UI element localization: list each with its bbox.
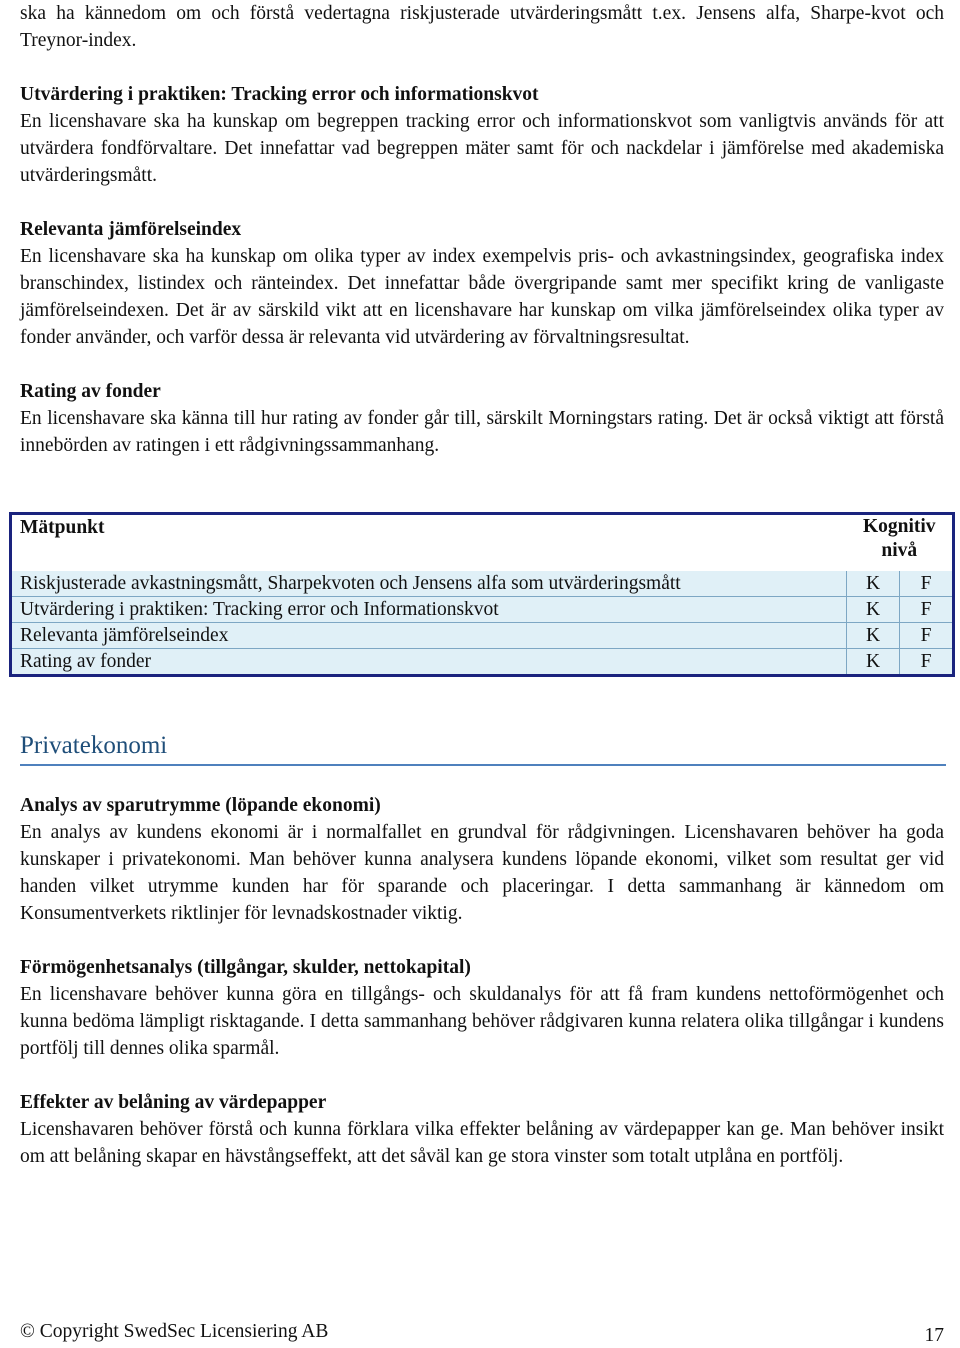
heading-sparutrymme: Analys av sparutrymme (löpande ekonomi) [20,795,381,816]
heading-rating: Rating av fonder [20,381,161,402]
intro-paragraph: ska ha kännedom om och förstå vedertagna riskjusterade utvärderingsmått t.ex. Jensens alfa, Sharpe-kvot och Treynor-index. [20,3,944,51]
heading-tracking-error: Utvärdering i praktiken: Tracking error och informationskvot [20,84,539,105]
paragraph-rating: En licenshavare ska känna till hur rating av fonder går till, särskilt Morningstars rating. Det är också viktigt att förstå innebörden av ratingen i ett rådgivningssammanhang. [20,408,944,456]
level-f: F [900,597,954,623]
kognitiv-label: Kognitiv [862,516,936,537]
table-header-row [11,514,954,572]
table-row [11,623,954,649]
heading-formogenhetsanalys: Förmögenhetsanalys (tillgångar, skulder, nettokapital) [20,957,471,978]
matpunkt-table [9,512,955,677]
paragraph-sparutrymme: En analys av kundens ekonomi är i normalfallet en grundval för rådgivningen. Licenshavaren behöver ha goda kunskaper i privatekonomi. Man behöver kunna analysera kundens löpande ekonomi, vilket som resultat ger vid handen vilket utrymme kunden har för sparande och placeringar. I detta sammanhang är kännedom om Konsumentverkets riktlinjer för levnadskostnader viktig. [20,822,944,924]
row-label: Relevanta jämförelseindex [11,623,847,649]
heading-belaning: Effekter av belåning av värdepapper [20,1092,327,1113]
page-footer [20,1320,944,1344]
page-number: 17 [924,1325,944,1346]
row-label: Rating av fonder [11,649,847,676]
copyright-text: © Copyright SwedSec Licensiering AB [20,1321,329,1342]
heading-jamforelseindex: Relevanta jämförelseindex [20,219,242,240]
level-k: K [847,649,900,676]
row-label: Utvärdering i praktiken: Tracking error och Informationskvot [11,597,847,623]
column-header-kognitiv-niva [847,514,954,572]
level-k: K [847,623,900,649]
section-title-privatekonomi: Privatekonomi [20,730,946,766]
column-header-matpunkt: Mätpunkt [20,517,105,538]
level-f: F [900,649,954,676]
level-f: F [900,623,954,649]
niva-label: nivå [881,540,918,561]
paragraph-belaning: Licenshavaren behöver förstå och kunna förklara vilka effekter belåning av värdepapper kan ge. Man behöver insikt om att belåning skapar en hävstångseffekt, att det såväl kan ge stora vinster som totalt utplåna en portfölj. [20,1119,944,1167]
level-k: K [847,597,900,623]
table-row [11,597,954,623]
page-content-bottom [20,792,944,1170]
page-content-top [20,0,944,459]
paragraph-jamforelseindex: En licenshavare ska ha kunskap om olika typer av index exempelvis pris- och avkastningsindex, geografiska index branschindex, listindex och ränteindex. Det innefattar både övergripande samt mer specifikt kring de vanligaste jämförelseindexen. Det är av särskild vikt att en licenshavare har kunskap om vilka jämförelseindex olika typer av fonder använder, och varför dessa är relevanta vid utvärdering av förvaltningsresultat. [20,246,944,348]
paragraph-formogenhetsanalys: En licenshavare behöver kunna göra en tillgångs- och skuldanalys för att få fram kundens nettoförmögenhet och kunna bedöma lämpligt risktagande. I detta sammanhang behöver rådgivaren kunna relatera olika tillgångar i kundens portfölj till dennes olika sparmål. [20,984,944,1059]
level-f: F [900,571,954,597]
level-k: K [847,571,900,597]
row-label: Riskjusterade avkastningsmått, Sharpekvoten och Jensens alfa som utvärderingsmått [11,571,847,597]
table-row [11,649,954,676]
paragraph-tracking-error: En licenshavare ska ha kunskap om begreppen tracking error och informationskvot som vanligtvis används för att utvärdera fondförvaltare. Det innefattar vad begreppen mäter samt för och nackdelar i jämförelse med akademiska utvärderingsmått. [20,111,944,186]
table-row [11,571,954,597]
